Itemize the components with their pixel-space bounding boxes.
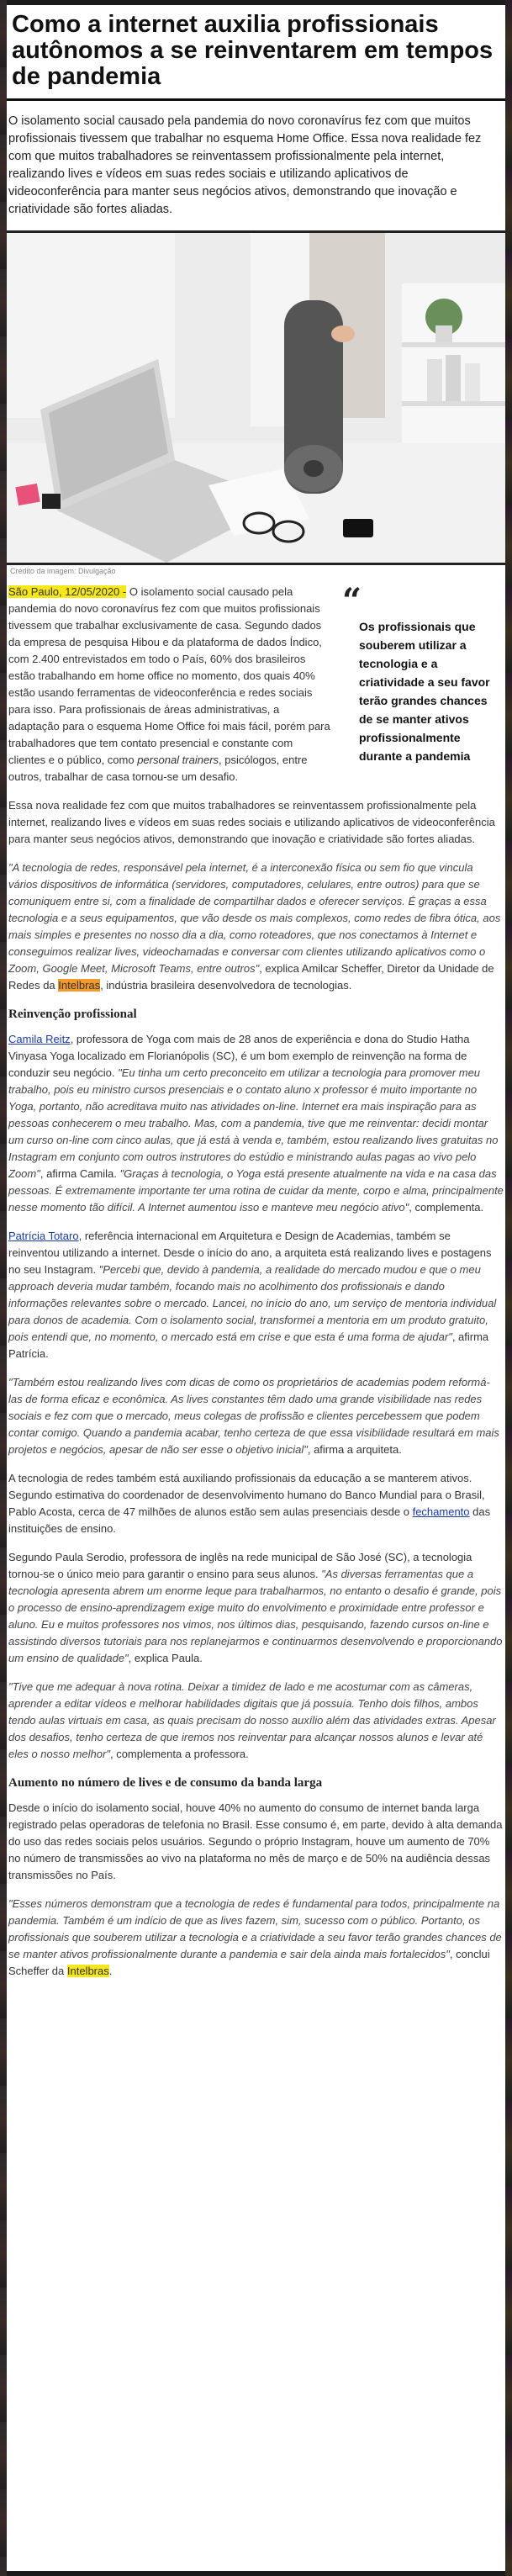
article-body [7,581,505,1980]
image-caption: Crédito da imagem: Divulgação [10,567,116,575]
paragraph-6 [8,1374,504,1458]
paragraph-7-text: A tecnologia de redes também está auxiliando profissionais da educação a se manterem ativos. Segundo estimativa do coordenador de desenvolvimento humano do Banco Mundial para o Brasil, Pablo Acosta, cerca de 47 milhões de alunos estão sem aulas presenciais desde o [8,1472,485,1518]
paragraph-2: Essa nova realidade fez com que muitos trabalhadores se reinventassem profissionalmente pela internet, realizando lives e vídeos em suas redes sociais e utilizando aplicativos de videoconferência para manter seus negócios ativos, demonstrando que inovação e criatividade são fortes aliadas. [8,799,495,845]
paragraph-3-end: , indústria brasileira desenvolvedora de tecnologias. [100,979,352,992]
paragraph-10: Desde o início do isolamento social, houve 40% no aumento do consumo de internet banda larga registrado pelas operadoras de telefonia no Brasil. Esse consumo é, em parte, devido à alta demanda do uso das redes sociais pelos usuários. Segundo o próprio Instagram, houve um aumento de 70% no número de transmissões ao vivo na plataforma no mês de março e de 50% na audiência dessas transmissões no País. [8,1801,503,1881]
paragraph-5-quote: "Percebi que, devido à pandemia, a realidade do mercado mudou e que o meu approach deveria mudar também, focando mais no acolhimento dos profissionais e dando informações relevantes sobre o mercado. Lancei, no início do ano, um serviço de mentoria individual para donos de academia. Com o isolamento social, transformei a mentoria em um produto gratuito, pois entendi que, no momento, o mercado está em crise e que esta é uma forma de ajudar" [8,1263,497,1343]
heading-reinvencao: Reinvenção profissional [8,1008,137,1021]
paragraph-8 [8,1549,504,1667]
paragraph-4-quote: "Eu tinha um certo preconceito em utilizar a tecnologia para promover meu trabalho, pois eu ministro cursos presenciais e o contato aluno x professor é muito importante no Yoga, portanto, não acreditava muito nas atividades on-line. Internet era mais inspiração para as pessoas conhecerem o meu trabalho. Mas, com a pandemia, tive que me reinventar: decidi montar um curso on-line com cinco aulas, que já está à venda e, também, estou realizando lives gratuitas no Instagram em conjunto com outros instrutores do estúdio e ministrando aulas pagas ao vivo pelo Zoom" [8,1066,499,1180]
paragraph-6-end: , afirma a arquiteta. [307,1443,402,1456]
paragraph-8-quote: "As diversas ferramentas que a tecnologia apresenta abrem um enorme leque para trabalharmos, no entanto o desafio é grande, pois o processo de ensino-aprendizagem exige muito do envolvimento e proximidade entre professor e aluno. Eu e muitos professores nos vimos, nos últimos dias, pesquisando, fazendo cursos on-line e assistindo diversos tutoriais para nos replanejarmos e continuarmos desenvolvendo e proporcionando um ensino de qualidade" [8,1568,503,1664]
pullquote-text: Os profissionais que souberem utilizar a tecnologia e a criatividade a seu favor terão grandes chances de se manter ativos profissionalmente durante a pandemia [359,620,490,763]
hero-image [7,230,505,565]
paragraph-1-text: O isolamento social causado pela pandemia do novo coronavírus fez com que muitos profissionais tivessem que trabalhar exclusivamente de casa. Segundo dados da empresa de pesquisa Hibou e da plataforma de dados Índico, com 2.400 entrevistados em todo o País, 60% dos brasileiros estão trabalhando em home office no momento, dos quais 40% estão usando ferramentas de videoconferência e redes sociais para isso. Para profissionais de áreas administrativas, a adaptação para o esquema Home Office foi mais fácil, porém para trabalhadores que tem contato presencial e constante com clientes e o público, como [8,585,330,766]
paragraph-11-end: . [108,1965,113,1977]
paragraph-6-quote: "Também estou realizando lives com dicas de como os proprietários de academias podem reformá-las de forma eficaz e econômica. As lives constantes têm dado uma grande visibilidade nas redes sociais e fez com que o mercado, meus colegas de profissão e clientes percebessem que podem contar comigo. Quando a pandemia acabar, tenho certeza de que essa visibilidade resultará em mais projetos e negócios, apesar de não ser esse o objetivo inicial" [8,1376,499,1456]
paragraph-3 [8,860,504,994]
right-border-decoration [505,0,512,2576]
paragraph-4-mid: , afirma Camila. [40,1167,120,1180]
paragraph-8-text: Segundo Paula Serodio, professora de inglês na rede municipal de São José (SC), a tecnologia tornou-se o único meio para garantir o ensino para seus alunos. [8,1551,472,1580]
paragraph-3-quote: "A tecnologia de redes, responsável pela internet, é a interconexão física ou sem fio que vincula vários dispositivos de informática (servidores, computadores, celulares, entre outros) para que se comuniquem entre si, com a finalidade de compartilhar dados e oferecer serviços. É graças a essa tecnologia e a seus equipamentos, que vão desde os mais complexos, como redes de fibra ótica, aos mais simples e presentes no nosso dia a dia, como roteadores, que nos conectamos à Internet e conseguimos realizar lives, videochamadas e conversar com clientes utilizando aplicativos como o Zoom, Google Meet, Microsoft Teams, entre outros" [8,861,501,975]
paragraph-3-attribution: , explica Amilcar Scheffer, Diretor da Unidade de Redes da [8,962,494,992]
paragraph-1-emphasis: personal trainers [137,754,219,766]
left-border-decoration [0,0,7,2576]
paragraph-7-end: das instituições de ensino. [8,1505,491,1535]
paragraph-4-end: , complementa. [409,1201,484,1214]
home-office-illustration [7,233,505,563]
paragraph-8-end: , explica Paula. [128,1652,203,1664]
paragraph-4-quote-2: "Graças à tecnologia, o Yoga está presente atualmente na vida e na casa das pessoas. É extremamente importante ter uma rotina de cuidar da mente, corpo e alma, principalmente nesse momento tão difícil. A Internet aumentou isso e manteve meu negócio ativo" [8,1167,504,1214]
paragraph-9-quote: "Tive que me adequar à nova rotina. Deixar a timidez de lado e me acostumar com as câmeras, aprender a editar vídeos e melhorar habilidades digitais que já possuía. Tenho dois filhos, ambos tendo aulas virtuais em casa, as quais precisam do nosso auxílio além das atividades extras. Apesar dos desafios, tenho certeza de que iremos nos reinventar para alcançar nossos alunos e levar até eles o nosso melhor" [8,1680,496,1760]
paragraph-7 [8,1470,504,1537]
heading-consumo: Aumento no número de lives e de consumo da banda larga [8,1776,323,1790]
article-page [7,5,505,2571]
quote-mark-icon: “ [342,581,362,621]
paragraph-5-end: , afirma Patrícia. [8,1330,489,1360]
paragraph-11 [8,1896,504,1980]
paragraph-11-mid: , conclui Scheffer da [8,1948,490,1977]
paragraph-5 [8,1228,504,1362]
brand-highlight: Intelbras [58,979,101,992]
link-patricia-totaro[interactable]: Patrícia Totaro [8,1230,79,1242]
paragraph-9 [8,1679,504,1763]
paragraph-4-text: , professora de Yoga com mais de 28 anos de experiência e dona do Studio Hatha Vinyasa Yoga localizado em Florianópolis (SC), é um bom exemplo de reinvenção na forma de conduzir seu negócio. [8,1033,470,1079]
link-camila-reitz[interactable]: Camila Reitz [8,1033,71,1045]
article-title: Como a internet auxilia profissionais autônomos a se reinventarem em tempos de pandemia [12,11,494,90]
paragraph-5-text: , referência internacional em Arquitetura e Design de Academias, também se reinventou utilizando a internet. Desde o início do ano, a arquiteta está realizando lives e postagens no seu Instagram. [8,1230,492,1276]
brand-highlight-2: Intelbras [66,1965,109,1977]
link-fechamento[interactable]: fechamento [412,1505,470,1518]
article-lead: O isolamento social causado pela pandemia do novo coronavírus fez com que muitos profissionais tivessem que trabalhar no esquema Home Office. Essa nova realidade fez com que muitos trabalhadores se reinventassem profissionalmente pela internet, realizando lives e vídeos em suas redes sociais e utilizando aplicativos de videoconferência para manter seus negócios ativos, demonstrando que inovação e criatividade são fortes aliadas. [8,114,482,216]
title-box [7,5,505,101]
paragraph-9-end: , complementa a professora. [109,1748,249,1760]
dateline: São Paulo, 12/05/2020 - [8,585,127,598]
paragraph-4 [8,1031,504,1216]
pullquote [342,581,502,765]
paragraph-1-end: , psicólogos, entre outros, trabalhar de casa tornou-se um desafio. [8,754,308,783]
paragraph-11-quote: "Esses números demonstram que a tecnologia de redes é fundamental para todos, principalmente na pandemia. Também é um indício de que as lives fazem, sim, sucesso com o público. Portanto, os profissionais que souberem utilizar a tecnologia e a criatividade a seu favor terão grandes chances de se manter ativos profissionalmente durante a pandemia e sair dela ainda mais fortalecidos" [8,1897,502,1960]
